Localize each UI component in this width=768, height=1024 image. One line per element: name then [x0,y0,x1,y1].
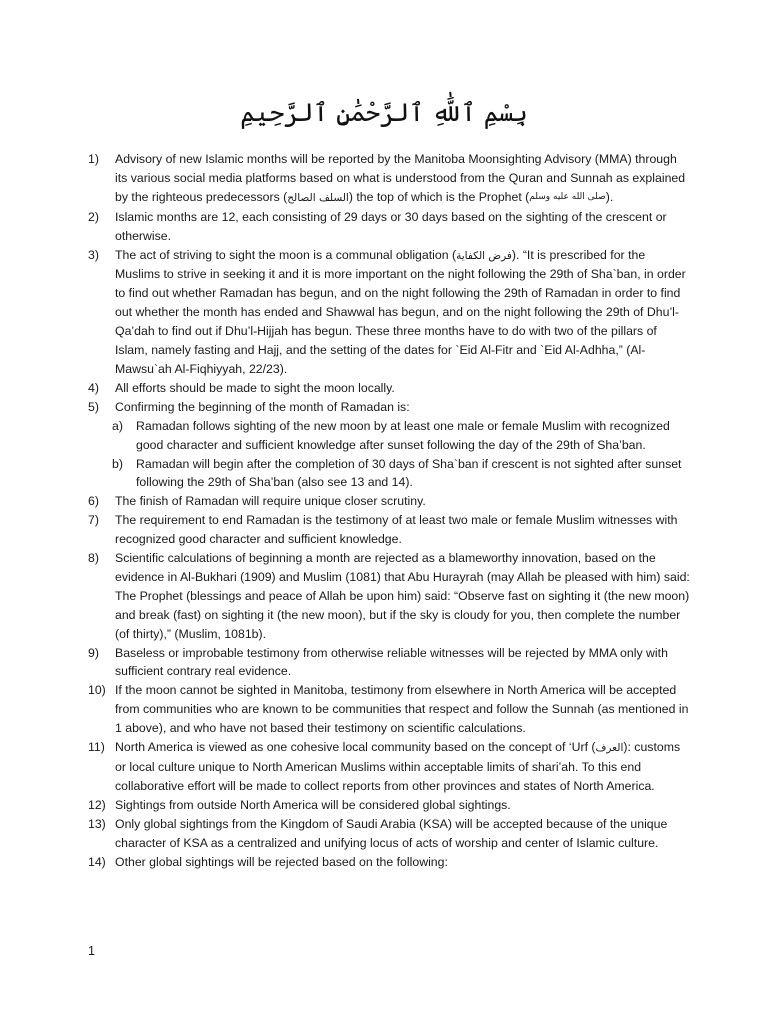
list-item-text: Only global sightings from the Kingdom of Saudi Arabia (KSA) will be accepted because of the unique character of KSA as a centralized and unifying locus of acts of worship and center of Islamic culture. [115,816,668,850]
list-item [88,208,690,246]
list-item [88,681,690,738]
list-item-text: The finish of Ramadan will require unique closer scrutiny. [115,494,426,509]
advisory-list [88,150,690,871]
list-item-text: Islamic months are 12, each consisting of 29 days or 30 days based on the sighting of the crescent or otherwise. [115,209,667,243]
list-item [88,815,690,853]
list-item [88,150,690,208]
list-item [88,738,690,796]
list-item-number: 10) [88,683,106,698]
arabic-term: فرض الكفاية [456,249,512,262]
page-number: 1 [88,944,95,958]
list-item [88,398,690,417]
sub-list-item [88,417,690,455]
list-item-text: Scientific calculations of beginning a month are rejected as a blameworthy innovation, based on the evidence in Al-Bukhari (1909) and Muslim (1081) that Abu Hurayrah (may Allah be pleased with him) said: The Prophet (blessings and peace of Allah be upon him) said: “Observe fast on sighting it (the new moon) and break (fast) on sighting it (the new moon), but if the sky is cloudy for you, then complete the number (of thirty),” (Muslim, 1081b). [115,551,690,641]
list-item-number: 12) [88,797,106,812]
list-item-number: 4) [88,380,99,395]
salutation-arabic: صلى الله عليه وسلم [529,192,606,203]
list-item-text: Advisory of new Islamic months will be reported by the Manitoba Moonsighting Advisory (MMA) through its various social media platforms based on what is understood from the Quran and Sunnah as explained by the righteous predecessors ( [115,152,686,204]
list-item-text: ). “It is prescribed for the Muslims to strive in seeking it and it is more important on the night following the 29th of Sha`ban, in order to find out whether Ramadan has begun, and on the night following the 29th of Ramadan in order to find out whether the month has ended and Shawwal has begun, and on the night following the 29th of Dhu’l-Qa’dah to find out if Dhu’l-Hijjah has begun. These three months have to do with two of the pillars of Islam, namely fasting and Hajj, and the setting of the dates for `Eid Al-Fitr and `Eid Al-Adhha,” (Al-Mawsu`ah Al-Fiqhiyyah, 22/23). [115,247,686,376]
list-item-text: The act of striving to sight the moon is a communal obligation ( [115,247,457,262]
list-item [88,796,690,815]
list-item [88,492,690,511]
list-item-number: 2) [88,209,99,224]
list-item [88,379,690,398]
list-item-text: Confirming the beginning of the month of Ramadan is: [115,399,410,414]
list-item-text: ): customs or local culture unique to North American Muslims within acceptable limits of shari’ah. To this end collaborative effort will be made to collect reports from other provinces and states of North America. [115,740,681,793]
list-item-number: 5) [88,399,99,414]
list-item [88,853,690,872]
sub-list-item-text: Ramadan follows sighting of the new moon by at least one male or female Muslim with recognized good character and sufficient knowledge after sunset following the day of the 29th of Sha’ban. [136,418,670,452]
list-item-text: North America is viewed as one cohesive local community based on the concept of ‘Urf ( [115,740,596,755]
list-item-number: 9) [88,645,99,660]
sub-list-item-letter: b) [112,456,123,471]
list-item-text: If the moon cannot be sighted in Manitoba, testimony from elsewhere in North America will be accepted from communities who are known to be communities that respect and follow the Sunnah (as mentioned in 1 above), and who have not based their testimony on scientific calculations. [115,683,689,736]
list-item-number: 14) [88,854,106,869]
list-item [88,644,690,682]
list-item-number: 7) [88,513,99,528]
list-item-text: ) the top of which is the Prophet ( [348,189,530,204]
arabic-term: العرف [595,742,624,755]
list-item-number: 11) [88,740,105,755]
list-item [88,246,690,379]
list-item-number: 3) [88,247,99,262]
list-item-number: 8) [88,551,99,566]
list-item-text: Baseless or improbable testimony from otherwise reliable witnesses will be rejected by MMA only with sufficient contrary real evidence. [115,645,668,679]
list-item [88,511,690,549]
list-item-number: 1) [88,152,99,166]
basmala-heading: بِسْمِ ٱللَّٰهِ ٱلرَّحْمَٰنِ ٱلرَّحِيمِ [240,98,528,127]
list-item-text: Other global sightings will be rejected based on the following: [115,854,448,869]
sub-list-item-letter: a) [112,418,123,433]
list-item-number: 6) [88,494,99,509]
list-item-text: The requirement to end Ramadan is the testimony of at least two male or female Muslim witnesses with recognized good character and sufficient knowledge. [115,513,678,547]
sub-list-item-text: Ramadan will begin after the completion of 30 days of Sha`ban if crescent is not sighted after sunset following the 29th of Sha’ban (also see 13 and 14). [136,456,682,490]
list-item-text: All efforts should be made to sight the moon locally. [115,380,395,395]
list-item [88,549,690,644]
list-item-number: 13) [88,816,106,831]
list-item-text: Sightings from outside North America will be considered global sightings. [115,797,511,812]
list-item-text: ). [605,189,614,204]
sub-list-item [88,455,690,493]
arabic-term: السلف الصالح [287,191,349,204]
